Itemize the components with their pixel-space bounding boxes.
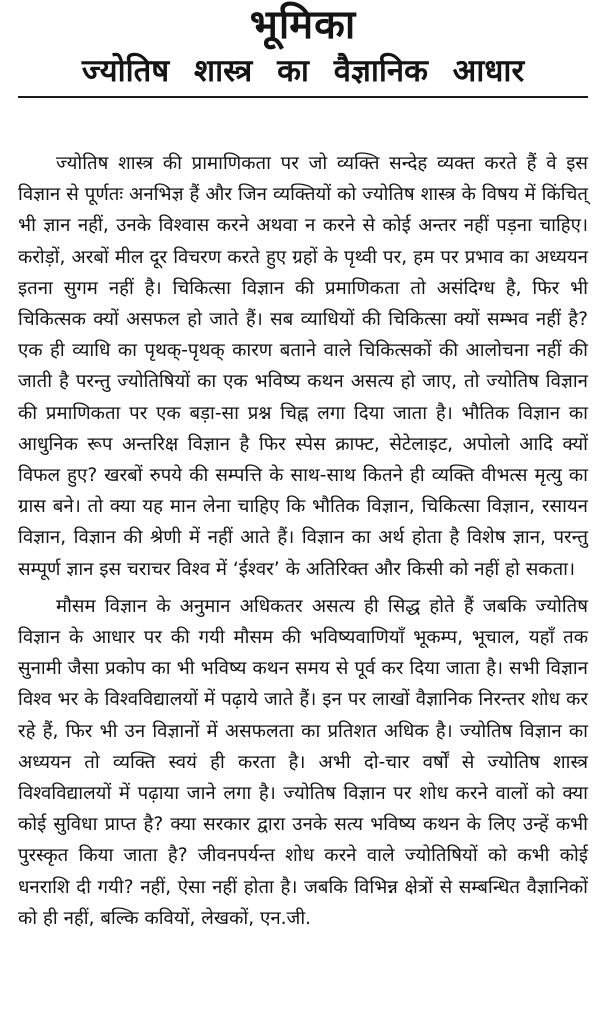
page-subtitle: ज्योतिष शास्त्र का वैज्ञानिक आधार: [81, 53, 525, 89]
paragraph-1: ज्योतिष शास्त्र की प्रामाणिकता पर जो व्यक्ति सन्देह व्यक्त करते हैं वे इस विज्ञान से पूर्णतः अनभिज्ञ हैं और जिन व्यक्तियों को ज्योतिष शास्त्र के विषय में किंचित् भी ज्ञान नहीं, उनके विश्वास करने अथवा न करने से कोई अन्तर नहीं पड़ना चाहिए। करोड़ों, अरबों मील दूर विचरण करते हुए ग्रहों के पृथ्वी पर, हम पर प्रभाव का अध्ययन इतना सुगम नहीं है। चिकित्सा विज्ञान की प्रमाणिकता तो असंदिग्ध है, फिर भी चिकित्सक क्यों असफल हो जाते हैं। सब व्याधियों की चिकित्सा क्यों सम्भव नहीं है? एक ही व्याधि का पृथक्-पृथक् कारण बताने वाले चिकित्सकों की आलोचना नहीं की जाती है परन्तु ज्योतिषियों का एक भविष्य कथन असत्य हो जाए, तो ज्योतिष विज्ञान की प्रमाणिकता पर एक बड़ा-सा प्रश्न चिह्न लगा दिया जाता है। भौतिक विज्ञान का आधुनिक रूप अन्तरिक्ष विज्ञान है फिर स्पेस क्राफ्ट, सेटेलाइट, अपोलो आदि क्यों विफल हुए? खरबों रुपये की सम्पत्ति के साथ-साथ कितने ही व्यक्ति वीभत्स मृत्यु का ग्रास बने। तो क्या यह मान लेना चाहिए कि भौतिक विज्ञान, चिकित्सा विज्ञान, रसायन विज्ञान, विज्ञान की श्रेणी में नहीं आते हैं। विज्ञान का अर्थ होता है विशेष ज्ञान, परन्तु सम्पूर्ण ज्ञान इस चराचर विश्व में ‘ईश्वर’ के अतिरिक्त और किसी को नहीं हो सकता।: [18, 153, 588, 580]
paragraph-2: मौसम विज्ञान के अनुमान अधिकतर असत्य ही सिद्ध होते हैं जबकि ज्योतिष विज्ञान के आधार पर की गयी मौसम की भविष्यवाणियाँ भूकम्प, भूचाल, यहाँ तक सुनामी जैसा प्रकोप का भी भविष्य कथन समय से पूर्व कर दिया जाता है। सभी विज्ञान विश्व भर के विश्वविद्यालयों में पढ़ाये जाते हैं। इन पर लाखों वैज्ञानिक निरन्तर शोध कर रहे हैं, फिर भी उन विज्ञानों में असफलता का प्रतिशत अधिक है। ज्योतिष विज्ञान का अध्ययन तो व्यक्ति स्वयं ही करता है। अभी दो-चार वर्षों से ज्योतिष शास्त्र विश्वविद्यालयों में पढ़ाया जाने लगा है। ज्योतिष विज्ञान पर शोध करने वालों को क्या कोई सुविधा प्राप्त है? क्या सरकार द्वारा उनके सत्य भविष्य कथन के लिए उन्हें कभी पुरस्कृत किया जाता है? जीवनपर्यन्त शोध करने वाले ज्योतिषियों को कभी कोई धनराशि दी गयी? नहीं, ऐसा नहीं होता है। जबकि विभिन्न क्षेत्रों से सम्बन्धित वैज्ञानिकों को ही नहीं, बल्कि कवियों, लेखकों, एन.जी.: [18, 595, 588, 929]
title-underline: [18, 96, 588, 98]
page-title: भूमिका: [249, 2, 357, 48]
